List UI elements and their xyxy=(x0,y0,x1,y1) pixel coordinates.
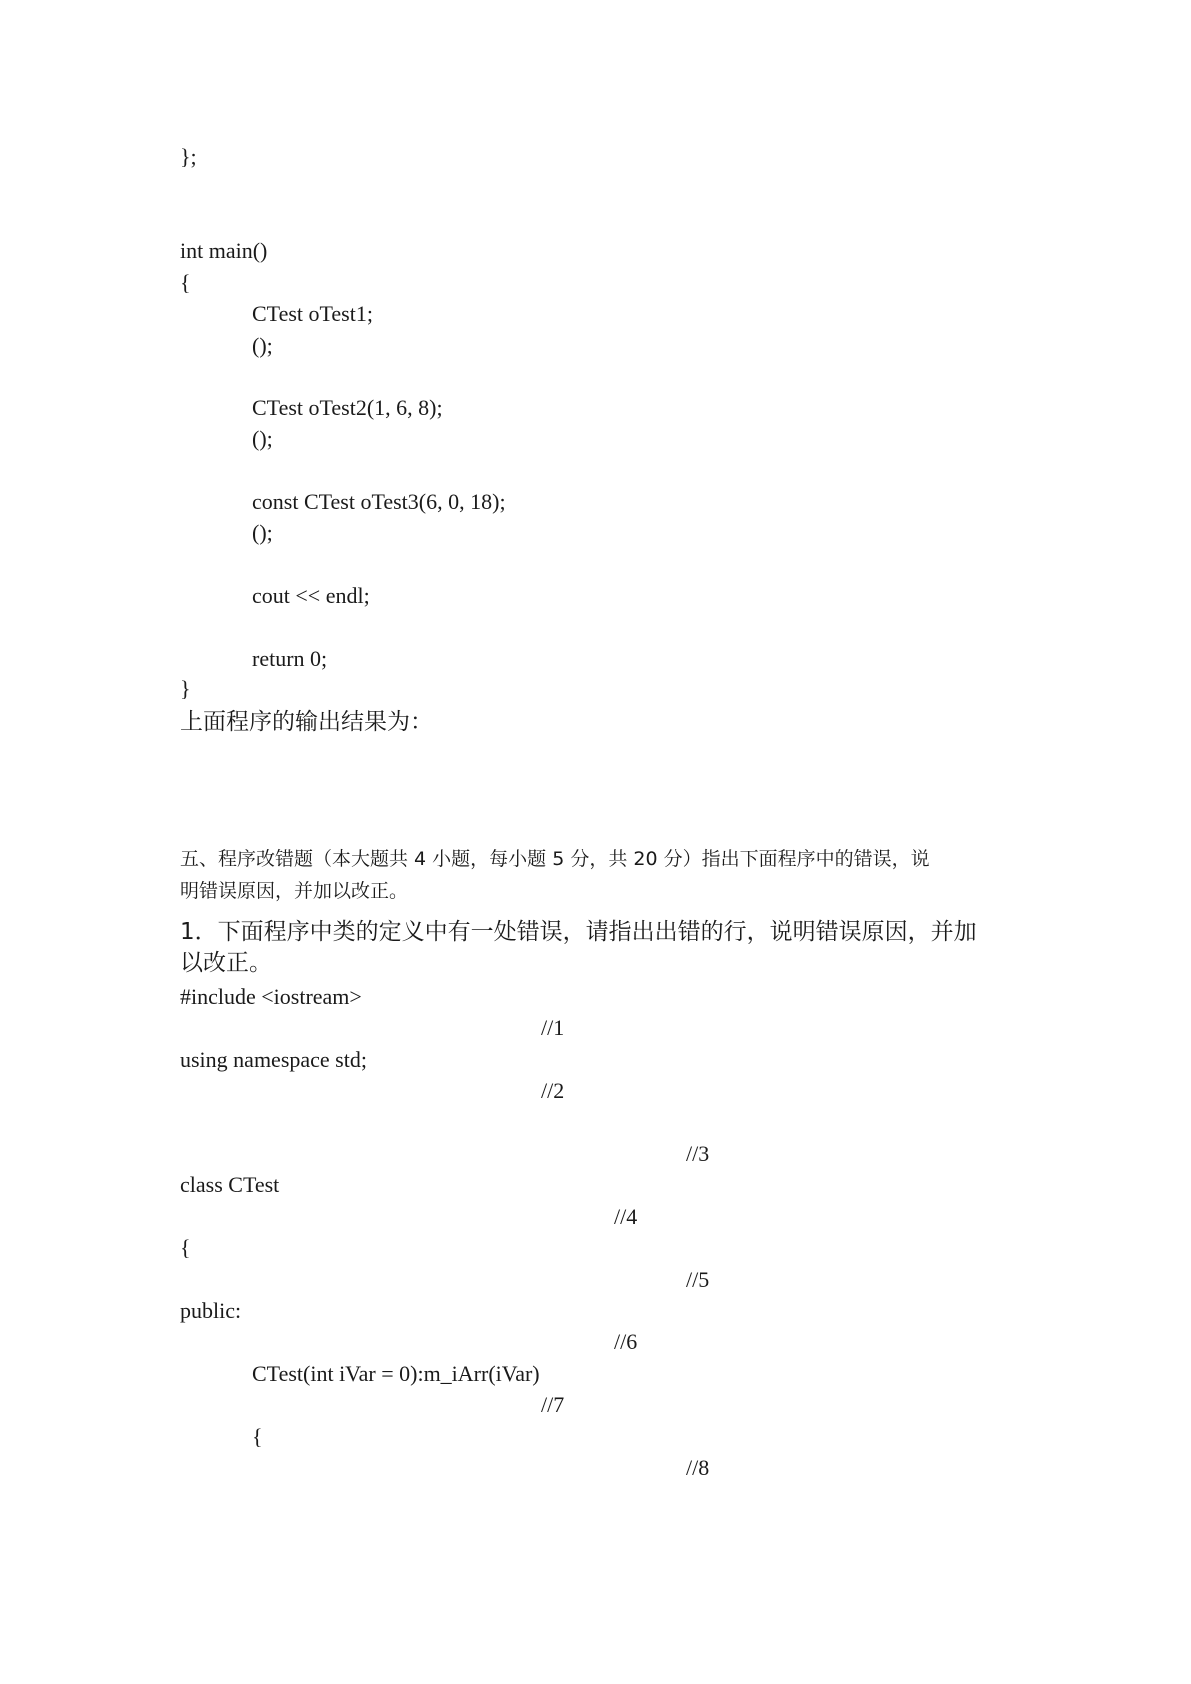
q1-code-public: public: xyxy=(180,1298,242,1323)
q1-marker-5: //5 xyxy=(686,1267,710,1292)
code-line-return: return 0; xyxy=(252,646,328,671)
question1-text-line1: 1．下面程序中类的定义中有一处错误，请指出出错的行，说明错误原因，并加 xyxy=(180,919,977,945)
output-prompt: 上面程序的输出结果为： xyxy=(180,709,433,735)
code-line-call-1: (); xyxy=(252,333,273,358)
q1-code-ctor-open-brace: { xyxy=(252,1424,263,1449)
code-line-brace-semicolon: }; xyxy=(180,144,197,169)
q1-code-class: class CTest xyxy=(180,1172,280,1197)
q1-marker-8: //8 xyxy=(686,1455,710,1480)
q1-marker-7: //7 xyxy=(541,1392,565,1417)
q1-marker-2: //2 xyxy=(541,1078,565,1103)
question1-text-line2: 以改正。 xyxy=(180,950,272,976)
code-line-call-2: (); xyxy=(252,426,273,451)
q1-marker-6: //6 xyxy=(614,1329,638,1354)
q1-code-include: #include <iostream> xyxy=(180,984,362,1009)
code-line-call-3: (); xyxy=(252,520,273,545)
section5-heading-line2: 明错误原因，并加以改正。 xyxy=(180,880,409,902)
q1-marker-4: //4 xyxy=(614,1204,638,1229)
q1-code-open-brace: { xyxy=(180,1235,191,1260)
code-line-otest3: const CTest oTest3(6, 0, 18); xyxy=(252,489,506,514)
q1-marker-1: //1 xyxy=(541,1015,565,1040)
code-line-otest2: CTest oTest2(1, 6, 8); xyxy=(252,395,443,420)
code-line-cout: cout << endl; xyxy=(252,583,370,608)
q1-code-constructor: CTest(int iVar = 0):m_iArr(iVar) xyxy=(252,1361,540,1386)
code-line-otest1: CTest oTest1; xyxy=(252,301,373,326)
q1-code-using: using namespace std; xyxy=(180,1047,367,1072)
code-line-main: int main() xyxy=(180,238,268,263)
code-line-open-brace: { xyxy=(180,270,191,295)
section5-heading-line1: 五、程序改错题（本大题共 4 小题，每小题 5 分，共 20 分）指出下面程序中的错误，说 xyxy=(180,848,930,870)
code-line-close-brace: } xyxy=(180,676,191,701)
q1-marker-3: //3 xyxy=(686,1141,710,1166)
